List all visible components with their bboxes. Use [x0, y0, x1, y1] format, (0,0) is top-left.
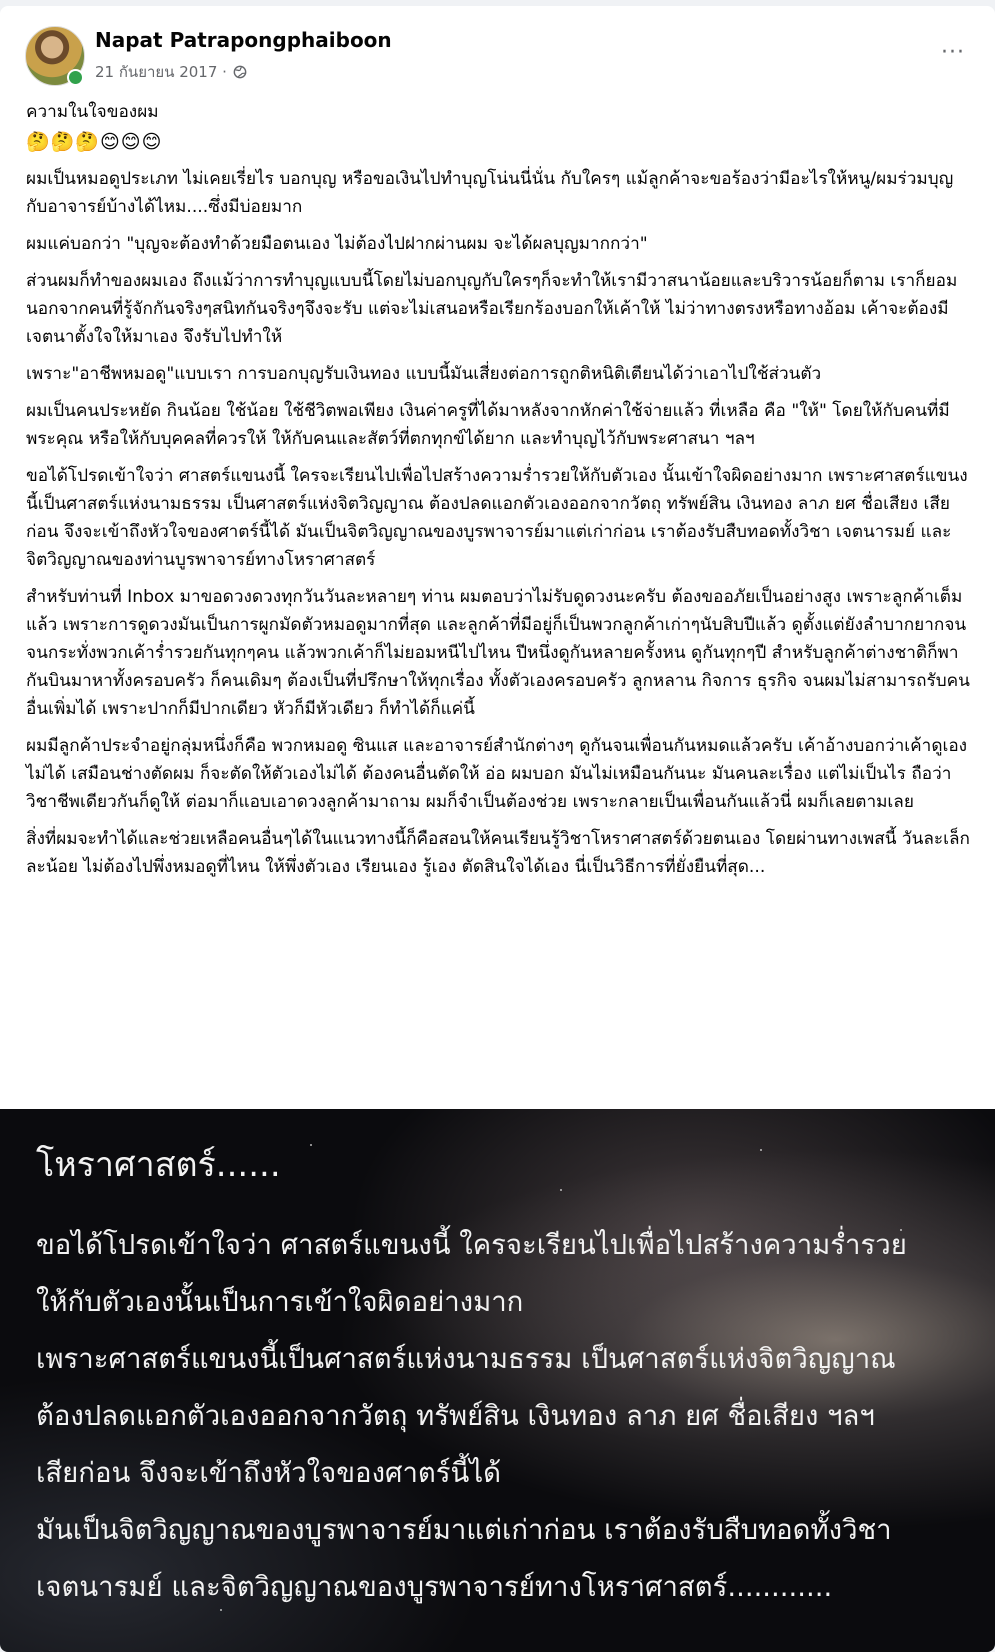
online-status-icon: [67, 69, 84, 86]
post-body: [26, 98, 971, 890]
image-line: ขอได้โปรดเข้าใจว่า ศาสตร์แขนงนี้ ใครจะเรียนไปเพื่อไปสร้างความร่ำรวย: [36, 1229, 907, 1261]
post-meta: [95, 60, 247, 84]
post-paragraph: ผมเป็นคนประหยัด กินน้อย ใช้น้อย ใช้ชีวิตพอเพียง เงินค่าครูที่ได้มาหลังจากหักค่าใช้จ่ายแล้ว ที่เหลือ คือ "ให้" โดยให้กับคนที่มีพระคุณ หรือให้กับบุคคลที่ควรให้ ให้กับคนและสัตว์ที่ตกทุกข์ได้ยาก และทำบุญไว้กับพระศาสนา ฯลฯ: [26, 401, 950, 449]
post-paragraph: สำหรับท่านที่ Inbox มาขอดวงดวงทุกวันวันละหลายๆ ท่าน ผมตอบว่าไม่รับดูดวงนะครับ ต้องขออภัยเป็นอย่างสูง เพราะลูกค้าเต็มแล้ว เพราะการดูดวงมันเป็นการผูกมัดตัวหมอดูมากที่สุด และลูกค้าที่มีอยู่ก็เป็นพวกลูกค้าเก่าๆนับสิบปีแล้ว ดูตั้งแต่ยังลำบากยากจน จนกระทั่งพวกเค้าร่ำรวยกันทุกๆคน แล้วพวกเค้าก็ไม่ยอมหนีไปไหน ปีหนึ่งดูกันหลายครั้งหน ดูกันทุกๆปี สำหรับลูกค้าต่างชาติก็พากันบินมาหาทั้งครอบครัว ก็คนเดิมๆ ต้องเป็นที่ปรึกษาให้ทุกเรื่อง ทั้งตัวเองครอบครัว ลูกหลาน กิจการ ธุรกิจ จนผมไม่สามารถรับคนอื่นเพิ่มได้ เพราะปากก็มีปากเดียว หัวก็มีหัวเดียว ก็ทำได้ก็แค่นี้: [26, 587, 970, 719]
post-header: [0, 6, 995, 102]
post-date[interactable]: 21 กันยายน 2017 ·: [95, 63, 227, 81]
post-paragraph: ความในใจของผม: [26, 102, 159, 122]
emoji-row: 🤔🤔🤔😊😊😊: [26, 131, 163, 153]
image-title: โหราศาสตร์......: [36, 1145, 281, 1185]
post-paragraph: เพราะ"อาชีพหมอดู"แบบเรา การบอกบุญรับเงินทอง แบบนี้มันเสี่ยงต่อการถูกติหนิติเตียนได้ว่าเอาไปใช้ส่วนตัว: [26, 364, 822, 384]
post-card: [0, 6, 995, 1652]
author-name[interactable]: Napat Patrapongphaiboon: [95, 28, 392, 52]
post-paragraph: ผมแค่บอกว่า "บุญจะต้องทำด้วยมือตนเอง ไม่ต้องไปฝากผ่านผม จะได้ผลบุญมากกว่า": [26, 234, 648, 254]
image-line: มันเป็นจิตวิญญาณของบูรพาจารย์มาแต่เก่าก่อน เราต้องรับสืบทอดทั้งวิชา: [36, 1514, 892, 1546]
image-line: ต้องปลดแอกตัวเองออกจากวัตถุ ทรัพย์สิน เงินทอง ลาภ ยศ ชื่อเสียง ฯลฯ: [36, 1400, 875, 1432]
image-text: [36, 1137, 981, 1616]
post-paragraph: ขอได้โปรดเข้าใจว่า ศาสตร์แขนงนี้ ใครจะเรียนไปเพื่อไปสร้างความร่ำรวยให้กับตัวเอง นั้นเข้าใจผิดอย่างมาก เพราะศาสตร์แขนงนี้เป็นศาสตร์แห่งนามธรรม เป็นศาสตร์แห่งจิตวิญญาณ ต้องปลดแอกตัวเองออกจากวัตถุ ทรัพย์สิน เงินทอง ลาภ ยศ ชื่อเสียง เสียก่อน จึงจะเข้าถึงหัวใจของศาตร์นี้ได้ มันเป็นจิตวิญญาณของบูรพาจารย์มาแต่เก่าก่อน เราต้องรับสืบทอดทั้งวิชา เจตนารมย์ และจิตวิญญาณของท่านบูรพาจารย์ทางโหราศาสตร์: [26, 466, 968, 570]
post-image[interactable]: [0, 1109, 995, 1652]
globe-icon: [233, 65, 247, 79]
more-options-button[interactable]: ···: [941, 40, 965, 65]
image-line: เจตนารมย์ และจิตวิญญาณของบูรพาจารย์ทางโหราศาสตร์............: [36, 1571, 833, 1603]
post-paragraph: ส่วนผมก็ทำของผมเอง ถึงแม้ว่าการทำบุญแบบนี้โดยไม่บอกบุญกับใครๆก็จะทำให้เรามีวาสนาน้อยและบริวารน้อยก็ตาม เราก็ยอม นอกจากคนที่รู้จักกันจริงๆสนิทกันจริงๆจึงจะรับ แต่จะไม่เสนอหรือเรียกร้องบอกให้เค้าให้ ไม่ว่าทางตรงหรือทางอ้อม เค้าจะต้องมีเจตนาตั้งใจให้มาเอง จึงรับไปทำให้: [26, 271, 958, 347]
post-paragraph: ผมเป็นหมอดูประเภท ไม่เคยเรี่ยไร บอกบุญ หรือขอเงินไปทำบุญโน่นนี่นั่น กับใครๆ แม้ลูกค้าจะขอร้องว่ามีอะไรให้หนู/ผมร่วมบุญกับอาจารย์บ้างได้ไหม....ซึ่งมีบ่อยมาก: [26, 169, 954, 217]
post-paragraph: ผมมีลูกค้าประจำอยู่กลุ่มหนึ่งก็คือ พวกหมอดู ซินแส และอาจารย์สำนักต่างๆ ดูกันจนเพื่อนกันหมดแล้วครับ เค้าอ้างบอกว่าเค้าดูเองไม่ได้ เสมือนช่างตัดผม ก็จะตัดให้ตัวเองไม่ได้ ต้องคนอื่นตัดให้ อ่อ ผมบอก มันไม่เหมือนกันนะ มันคนละเรื่อง แต่ไม่เป็นไร ถือว่าวิชาชีพเดียวกันก็ดูให้ ต่อมาก็แอบเอาดวงลูกค้ามาถาม ผมก็จำเป็นต้องช่วย เพราะกลายเป็นเพื่อนกันแล้วนี่ ผมก็เลยตามเลย: [26, 736, 968, 812]
post-paragraph: สิ่งที่ผมจะทำได้และช่วยเหลือคนอื่นๆได้ในแนวทางนี้ก็คือสอนให้คนเรียนรู้วิชาโหราศาสตร์ด้วยตนเอง โดยผ่านทางเพสนี้ วันละเล็กละน้อย ไม่ต้องไปพึ่งหมอดูที่ไหน ให้พึ่งตัวเอง เรียนเอง รู้เอง ตัดสินใจได้เอง นี่เป็นวิธีการที่ยั่งยืนที่สุด...: [26, 829, 970, 877]
image-line: เสียก่อน จึงจะเข้าถึงหัวใจของศาตร์นี้ได้: [36, 1457, 502, 1489]
image-line: ให้กับตัวเองนั้นเป็นการเข้าใจผิดอย่างมาก: [36, 1286, 524, 1318]
image-line: เพราะศาสตร์แขนงนี้เป็นศาสตร์แห่งนามธรรม เป็นศาสตร์แห่งจิตวิญญาณ: [36, 1343, 896, 1375]
